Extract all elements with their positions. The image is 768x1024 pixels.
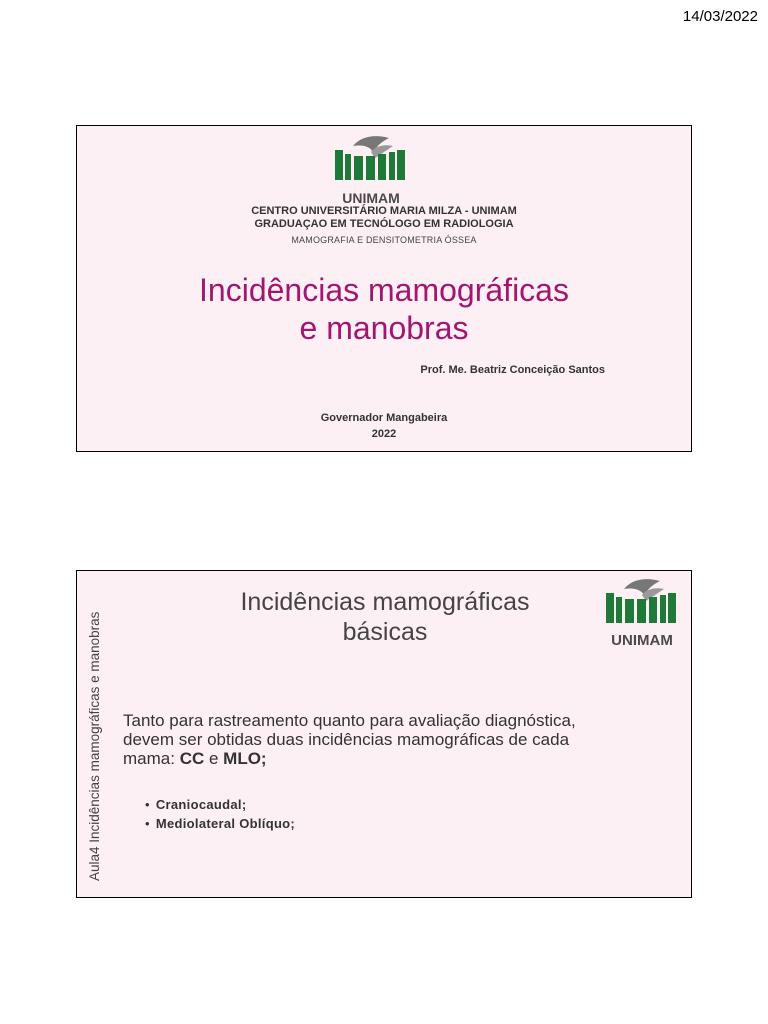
dove-columns-logo-icon xyxy=(601,575,683,635)
unimam-logo xyxy=(601,575,683,651)
course-name: MAMOGRAFIA E DENSITOMETRIA ÓSSEA xyxy=(291,235,477,245)
title-line-2: básicas xyxy=(342,618,428,646)
city: Governador Mangabeira xyxy=(320,412,448,424)
author: Prof. Me. Beatriz Conceição Santos xyxy=(420,364,605,376)
slide-title xyxy=(177,587,593,647)
list-item: • Mediolateral Oblíquo; xyxy=(145,814,295,833)
cc-term: CC xyxy=(179,749,205,768)
body-paragraph xyxy=(123,711,643,768)
title-line-1: Incidências mamográficas xyxy=(199,272,569,308)
sidebar-lesson-label: Aula4 Incidências mamográficas e manobras xyxy=(87,611,102,881)
presentation-title xyxy=(77,271,691,347)
body-line-1: Tanto para rastreamento quanto para avaliação diagnóstica, xyxy=(123,711,576,730)
dove-columns-logo-icon xyxy=(331,132,411,192)
content-slide xyxy=(76,570,692,898)
body-line-3-prefix: mama: xyxy=(123,749,180,768)
unimam-logo xyxy=(331,132,411,208)
projection-list xyxy=(145,795,295,833)
title-slide xyxy=(76,125,692,452)
program-name: GRADUAÇAO EM TECNÓLOGO EM RADIOLOGIA xyxy=(254,218,514,230)
title-line-2: e manobras xyxy=(299,310,469,346)
page-date: 14/03/2022 xyxy=(682,8,758,25)
institution-name: CENTRO UNIVERSITÁRIO MARIA MILZA - UNIMAM xyxy=(251,205,517,217)
body-line-3 xyxy=(123,749,643,768)
logo-text: UNIMAM xyxy=(342,190,400,206)
mlo-term: MLO; xyxy=(223,749,267,768)
conjunction: e xyxy=(204,749,224,768)
year: 2022 xyxy=(371,428,397,440)
list-item: • Craniocaudal; xyxy=(145,795,295,814)
title-line-1: Incidências mamográficas xyxy=(240,588,530,616)
body-line-2: devem ser obtidas duas incidências mamográficas de cada xyxy=(123,730,570,749)
logo-text: UNIMAM xyxy=(611,632,673,649)
